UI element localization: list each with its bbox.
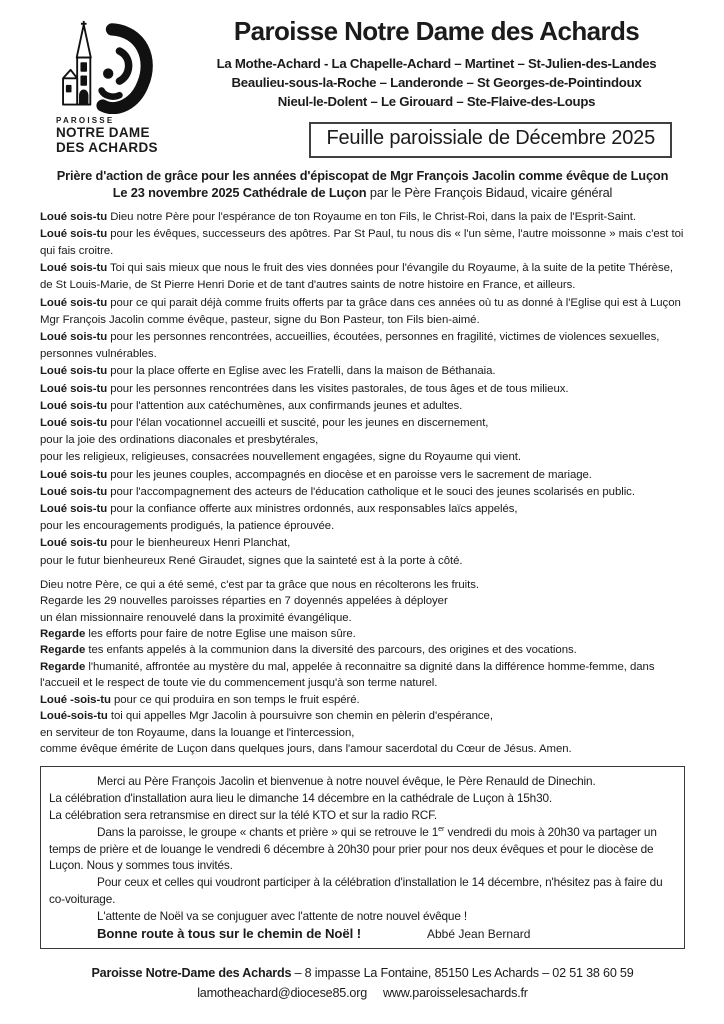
footer-contact-line [40, 964, 685, 984]
prayer-heading-date: Le 23 novembre 2025 Cathédrale de Luçon [112, 184, 367, 200]
prayer-text: pour le bienheureux Henri Planchat, [107, 537, 291, 550]
prayer-line [40, 260, 685, 294]
announcement-line [49, 790, 675, 807]
prayer-text: Dieu notre Père, ce qui a été semé, c'est par ta grâce que nous en récolterons les fruits. [40, 578, 479, 591]
prayer-text: pour la place offerte en Eglise avec les Fratelli, dans la maison de Béthanaia. [107, 365, 496, 378]
prayer-line [40, 593, 685, 609]
prayer-heading-line1: Prière d'action de grâce pour les années d'épiscopat de Mgr François Jacolin comme évêque de Luçon [56, 168, 669, 183]
communes-list [188, 54, 685, 111]
logo-text-des-achards: DES ACHARDS [56, 139, 158, 155]
prayer-text: pour l'attention aux catéchumènes, aux confirmands jeunes et adultes. [107, 399, 463, 412]
announcement-text: Dans la paroisse, le groupe « chants et prière » qui se retrouve le 1 [97, 824, 439, 839]
page-title: Paroisse Notre Dame des Achards [233, 16, 640, 46]
prayer-text: pour les encouragements prodigués, la patience éprouvée. [40, 520, 335, 533]
prayer-heading-line2 [40, 185, 685, 202]
prayer-litany [40, 209, 685, 570]
footer [40, 964, 685, 1003]
prayer-lead: Regarde [40, 660, 86, 673]
prayer-text: l'humanité, affrontée au mystère du mal, appelée à reconnaitre sa dignité dans la différence homme-femme, dans l'accueil et le respect de toute vie du commencement jusqu'à son terme naturel. [40, 660, 655, 690]
prayer-line [40, 659, 685, 692]
prayer-heading [40, 168, 685, 202]
prayer-line [40, 642, 685, 658]
prayer-text: tes enfants appelés à la communion dans la diversité des parcours, des origines et des vocations. [85, 644, 577, 657]
prayer-text: un élan missionnaire renouvelé dans la proximité évangélique. [40, 611, 352, 624]
prayer-line [40, 381, 685, 398]
header [40, 14, 685, 158]
prayer-text: les efforts pour faire de notre Eglise une maison sûre. [85, 628, 356, 641]
prayer-line [40, 708, 685, 724]
prayer-lead: Loué sois-tu [40, 537, 108, 550]
communes-line: Nieul-le-Dolent – Le Girouard – Ste-Flaive-des-Loups [277, 94, 596, 109]
prayer-lead: Loué sois-tu [40, 468, 108, 481]
signature-message: Bonne route à tous sur le chemin de Noël ! [97, 925, 361, 941]
prayer-text: pour les personnes rencontrées dans les visites pastorales, de tous âges et de tous milieux. [107, 382, 569, 395]
prayer-text: pour l'élan vocationnel accueilli et suscité, pour les jeunes en discernement, [107, 417, 489, 430]
prayer-text: comme évêque émérite de Luçon dans quelques jours, dans l'amour sacerdotal du Cœur de Jésus. Amen. [40, 742, 572, 755]
prayer-lead: Loué sois-tu [40, 417, 108, 430]
prayer-text: Regarde les 29 nouvelles paroisses réparties en 7 doyennés appelées à déployer [40, 595, 448, 608]
prayer-lead: Loué sois-tu [40, 503, 108, 516]
prayer-line [40, 398, 685, 415]
prayer-line [40, 610, 685, 626]
prayer-text: pour la confiance offerte aux ministres ordonnés, aux responsables laïcs appelés, [107, 503, 518, 516]
prayer-lead: Loué sois-tu [40, 365, 108, 378]
prayer-line [40, 741, 685, 757]
footer-email: lamotheachard@diocese85.org [197, 985, 367, 1000]
prayer-lead: Loué sois-tu [40, 399, 108, 412]
prayer-text: pour les personnes rencontrées, accueillies, écoutées, personnes en fragilité, victimes de violences sexuelles, personnes vulnérables. [40, 331, 660, 361]
prayer-lead: Regarde [40, 628, 86, 641]
prayer-text: pour les évêques, successeurs des apôtres. Par St Paul, tu nous dis « l'un sème, l'autre moissonne » mais c'est toi qui fais croitre. [40, 227, 684, 257]
prayer-text: toi qui appelles Mgr Jacolin à poursuivre son chemin en pèlerin d'espérance, [107, 710, 493, 723]
prayer-line [40, 209, 685, 226]
prayer-text: pour les jeunes couples, accompagnés en diocèse et en paroisse vers le sacrement de mariage. [107, 468, 592, 481]
prayer-line [40, 577, 685, 593]
prayer-intercession [40, 577, 685, 757]
prayer-text: pour les religieux, religieuses, consacrées nouvellement engagées, signe du Royaume qui vient. [40, 451, 521, 464]
prayer-text: pour ce qui produira en son temps le fruit espéré. [110, 693, 360, 706]
prayer-lead: Loué sois-tu [40, 382, 108, 395]
logo-text-notre-dame: NOTRE DAME [56, 125, 150, 140]
newsletter-title: Feuille paroissiale de Décembre 2025 [326, 127, 655, 149]
prayer-lead: Loué sois-tu [40, 485, 108, 498]
prayer-text: pour le futur bienheureux René Giraudet, signes que la sainteté est à la porte à côté. [40, 554, 463, 567]
prayer-text: Toi qui sais mieux que nous le fruit des vies données pour l'évangile du Royaume, à la suite de la petite Thérèse, de St Louis-Marie, de St Pierre Henri Dorie et de tant d'autres saints de notre histoire en France, et ailleurs. [40, 262, 674, 292]
announcement-line [49, 807, 675, 824]
prayer-line [40, 295, 685, 329]
prayer-line [40, 501, 685, 518]
prayer-lead: Loué sois-tu [40, 331, 108, 344]
church-and-madonna-icon [58, 20, 164, 114]
prayer-lead: Loué-sois-tu [40, 710, 108, 723]
prayer-lead: Loué sois-tu [40, 262, 108, 275]
footer-parish-name: Paroisse Notre-Dame des Achards [91, 966, 292, 981]
parish-logo [40, 14, 188, 158]
prayer-text: Dieu notre Père pour l'espérance de ton Royaume en ton Fils, le Christ-Roi, dans la paix de l'Esprit-Saint. [107, 210, 637, 223]
prayer-text: pour ce qui parait déjà comme fruits offerts par ta grâce dans ces années où tu as donné à l'Eglise qui est à Luçon Mgr François Jacolin comme évêque, pasteur, signe du Bon Pasteur, ton Fils bien-aimé. [40, 296, 681, 326]
header-main [188, 14, 685, 158]
prayer-line [40, 363, 685, 380]
prayer-line [40, 449, 685, 466]
prayer-line [40, 329, 685, 363]
prayer-line [40, 535, 685, 552]
announcement-line [49, 874, 675, 908]
signature-author: Abbé Jean Bernard [427, 926, 531, 941]
prayer-line [40, 518, 685, 535]
announcement-text: L'attente de Noël va se conjuguer avec l'attente de notre nouvel évêque ! [97, 908, 468, 923]
logo-caption [56, 115, 188, 155]
prayer-text: pour l'accompagnement des acteurs de l'éducation catholique et le souci des jeunes scolarisés en public. [107, 485, 635, 498]
newsletter-title-box [309, 122, 672, 158]
footer-website: www.paroisselesachards.fr [383, 985, 528, 1000]
ordinal-superscript: er [438, 823, 445, 833]
prayer-line [40, 415, 685, 432]
announcement-text: La célébration d'installation aura lieu le dimanche 14 décembre en la cathédrale de Luçon à 15h30. [49, 791, 553, 806]
announcement-box [40, 766, 685, 949]
footer-links-line [40, 984, 685, 1004]
prayer-line [40, 692, 685, 708]
communes-line: La Mothe-Achard - La Chapelle-Achard – Martinet – St-Julien-des-Landes [216, 56, 657, 71]
signature-line [49, 926, 675, 943]
announcement-text: Pour ceux et celles qui voudront participer à la célébration d'installation le 14 décembre, n'hésitez pas à faire du co-voiturage. [49, 875, 663, 906]
announcement-line [49, 908, 675, 925]
prayer-line [40, 725, 685, 741]
communes-line: Beaulieu-sous-la-Roche – Landeronde – St Georges-de-Pointindoux [231, 75, 642, 90]
prayer-line [40, 467, 685, 484]
prayer-heading-author: par le Père François Bidaud, vicaire général [366, 184, 613, 200]
prayer-line [40, 553, 685, 570]
prayer-text: en serviteur de ton Royaume, dans la louange et l'intercession, [40, 726, 355, 739]
prayer-lead: Regarde [40, 644, 86, 657]
prayer-lead: Loué sois-tu [40, 227, 108, 240]
announcement-line [49, 773, 675, 790]
footer-address-phone: – 8 impasse La Fontaine, 85150 Les Achards – 02 51 38 60 59 [291, 966, 634, 981]
prayer-lead: Loué -sois-tu [40, 693, 111, 706]
prayer-line [40, 484, 685, 501]
prayer-line [40, 226, 685, 260]
prayer-lead: Loué sois-tu [40, 296, 108, 309]
logo-text-paroisse: PAROISSE [56, 116, 115, 125]
announcement-text-cont: vendredi du mois à 20h30 va partager un temps de prière et de louange le vendredi 6 décembre à 20h30 pour prier pour nos deux évêques et pour le diocèse de Luçon. Nous y sommes tous invités. [49, 824, 657, 873]
announcement-text: Merci au Père François Jacolin et bienvenue à notre nouvel évêque, le Père Renauld de Dinechin. [97, 774, 596, 789]
announcement-line [49, 824, 675, 874]
prayer-lead: Loué sois-tu [40, 210, 108, 223]
announcement-text: La célébration sera retransmise en direct sur la télé KTO et sur la radio RCF. [49, 807, 438, 822]
prayer-line [40, 432, 685, 449]
prayer-line [40, 626, 685, 642]
announcement-lines [49, 773, 675, 924]
prayer-text: pour la joie des ordinations diaconales et presbytérales, [40, 434, 319, 447]
